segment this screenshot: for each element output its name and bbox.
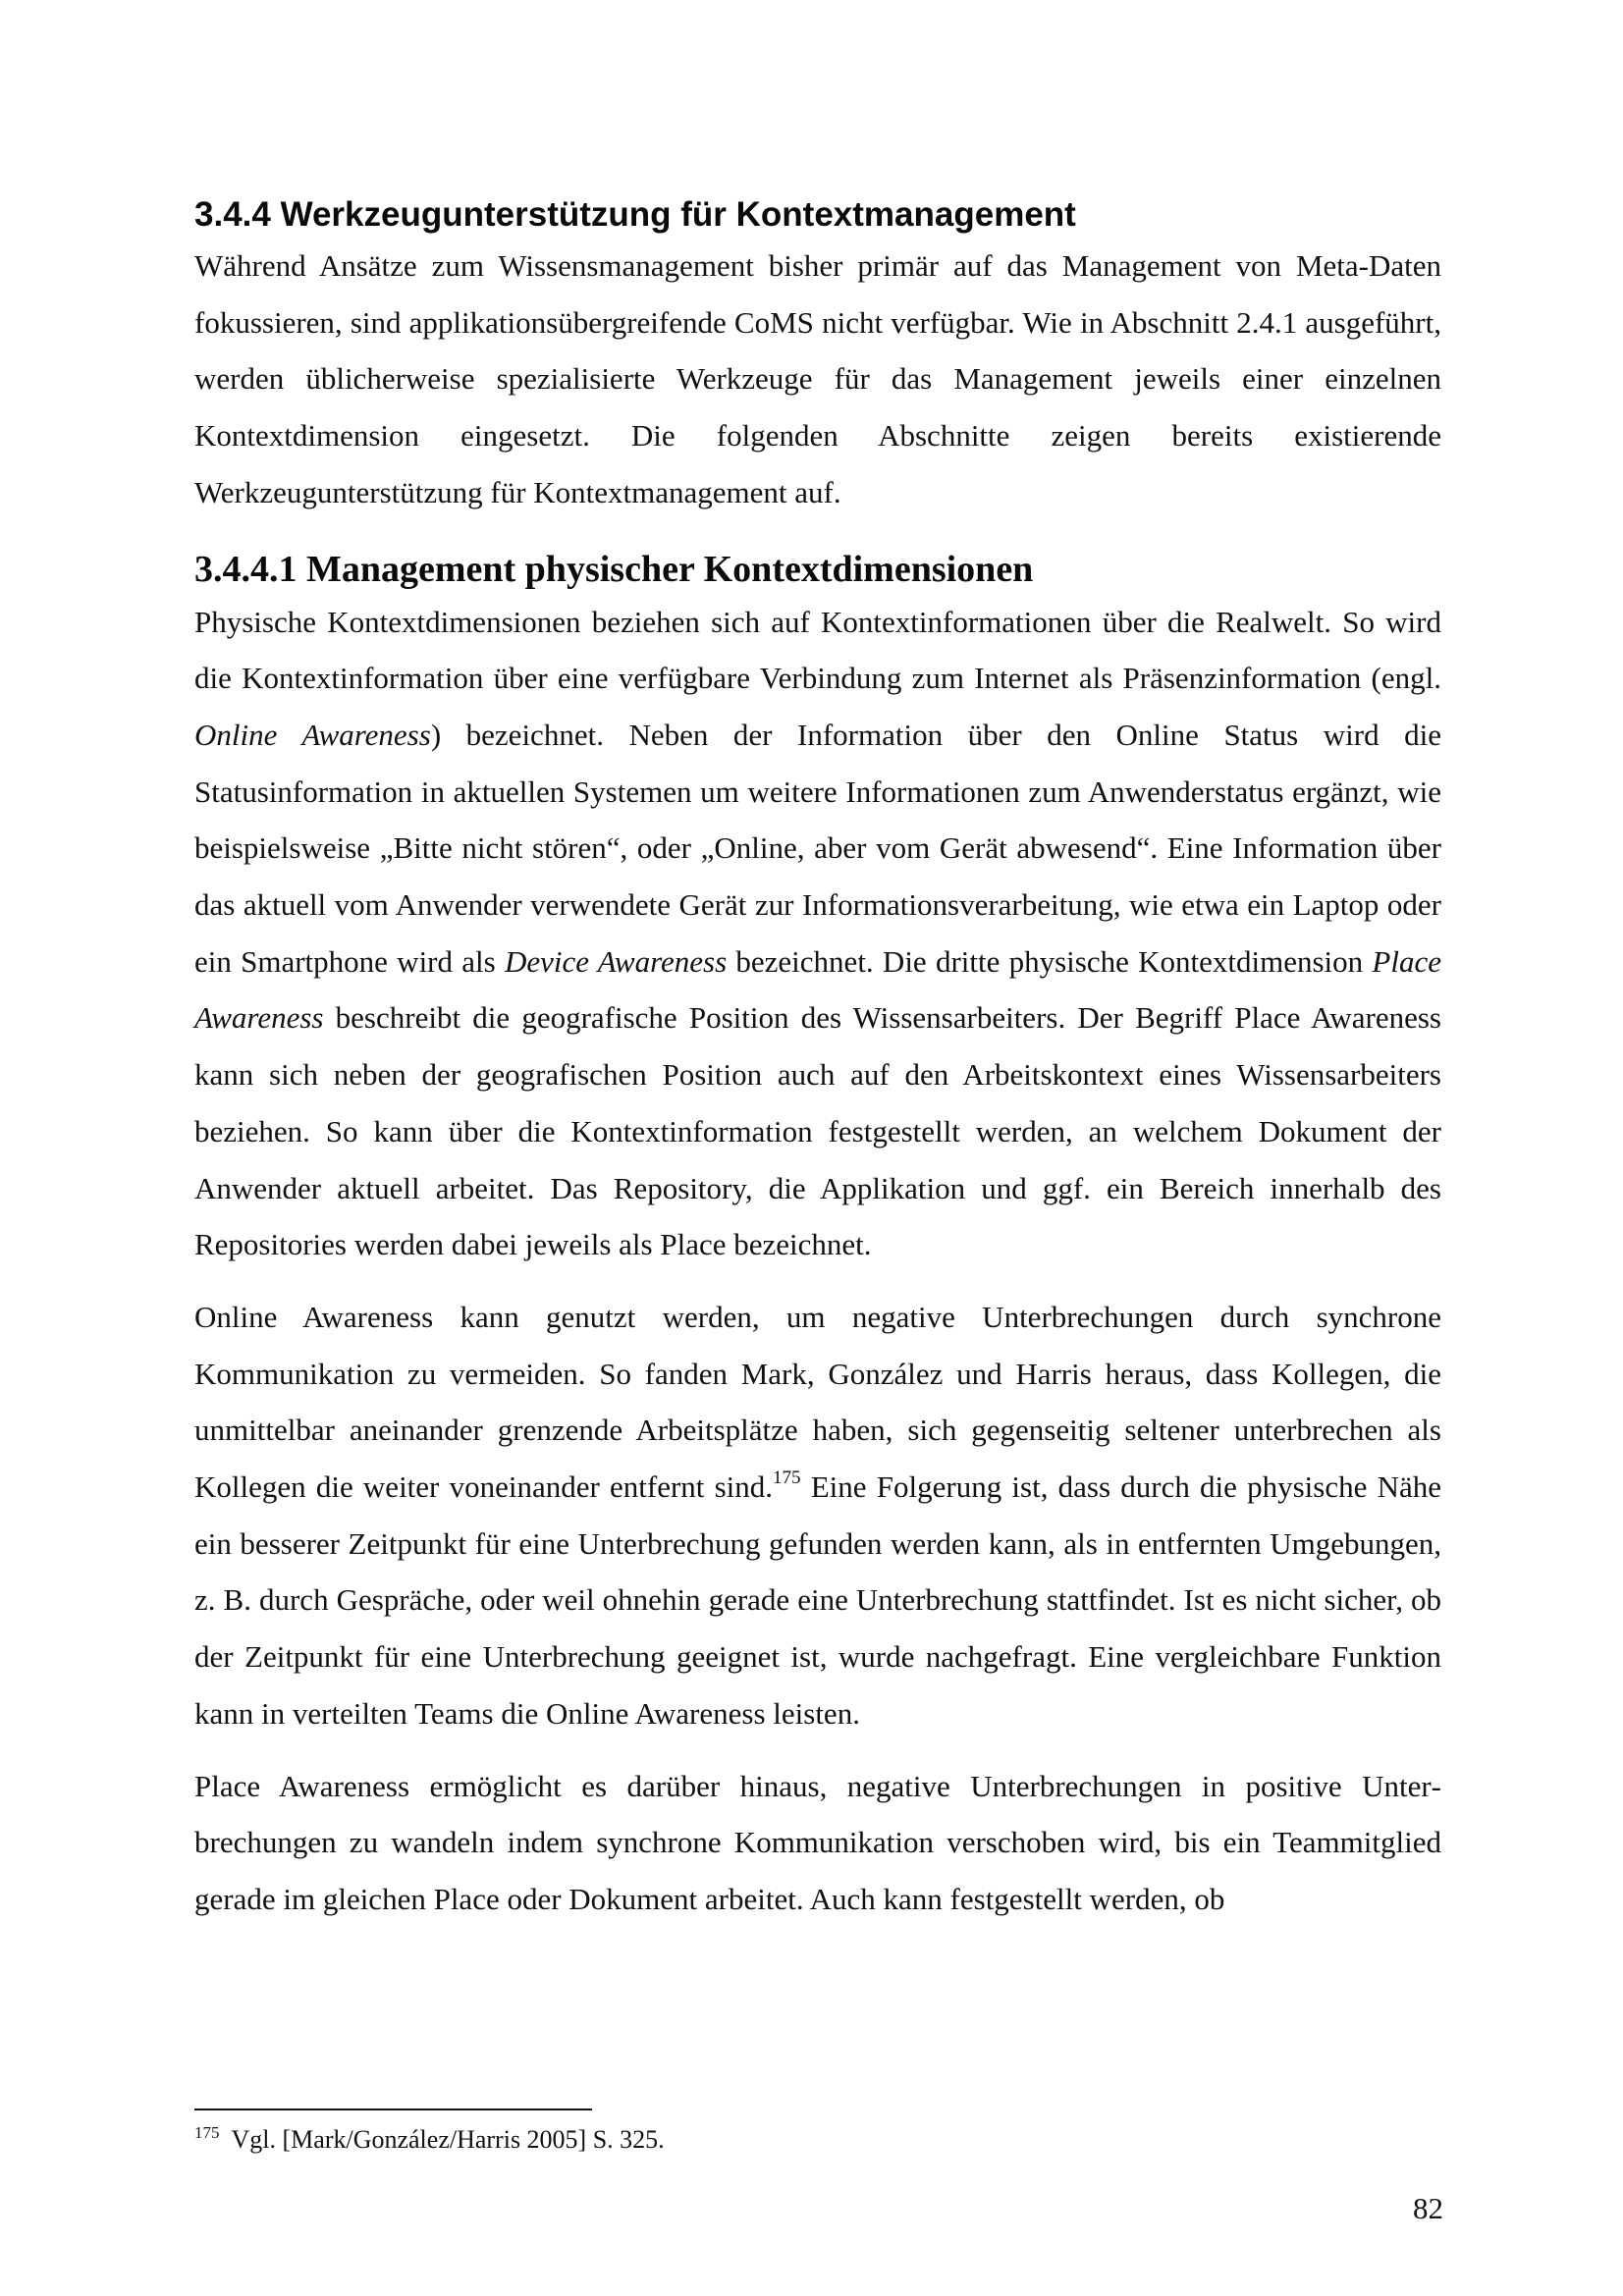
section-intro-paragraph: Während Ansätze zum Wissensmanagement bisher primär auf das Management von Meta-Daten fokussieren, sind applikationsübergreifende CoMS nicht verfügbar. Wie in Abschnitt 2.4.1 ausgeführt, werden üblicherweise spezialisierte Werkzeuge für das Management jeweils einer einzelnen Kontextdimension eingesetzt. Die folgenden Abschnitte zeigen bereits existierende Werkzeugunterstützung für Kontextmanagement auf.	[194, 248, 1441, 509]
term-online-awareness: Online Awareness	[194, 717, 431, 752]
subsection-heading: 3.4.4.1 Management physischer Kontextdimensionen	[194, 548, 1034, 590]
paragraph-text: Physische Kontextdimensionen beziehen sich auf Kontextinformationen über die Realwelt. So wird die Kontextinformation über eine verfügbare Verbindung zum Internet als Präsenzinformation (engl.	[194, 604, 1441, 696]
term-device-awareness: Device Awareness	[504, 943, 728, 979]
paragraph-text: Eine Folgerung ist, dass durch die physische Nähe ein besserer Zeitpunkt für eine Unterbrechung gefunden werden kann, als in entfernten Umgebungen, z. B. durch Gespräche, oder weil ohnehin gerade eine Unterbrechung stattfindet. Ist es nicht sicher, ob der Zeitpunkt für eine Unterbrechung geeignet ist, wurde nachgefragt. Eine vergleichbare Funktion kann in verteilten Teams die Online Awareness leisten.	[194, 1469, 1441, 1731]
footnote-separator	[194, 2109, 592, 2110]
section-heading: 3.4.4 Werkzeugunterstützung für Kontextmanagement	[194, 195, 1076, 234]
footnote-number: 175	[194, 2123, 220, 2142]
paragraph-text: beschreibt die geografische Position des Wissensarbeiters. Der Begriff Place Awareness kann sich neben der geografischen Position auch auf den Arbeitskontext eines Wissensarbeiters beziehen. So kann über die Kontextinformation festgestellt werden, an welchem Dokument der Anwender aktuell arbeitet. Das Repository, die Applikation und ggf. ein Bereich innerhalb des Repositories werden dabei jeweils als Place bezeichnet.	[194, 1000, 1441, 1262]
page-content	[194, 192, 1441, 1928]
paragraph-text: bezeichnet. Die dritte physische Kontextdimension	[727, 943, 1373, 979]
term-place-awareness: Place Awareness	[194, 943, 1441, 1036]
footnote-text: Vgl. [Mark/González/Harris 2005] S. 325.	[231, 2125, 665, 2154]
paragraph-physical-context	[194, 594, 1441, 1273]
footnote	[194, 2122, 1176, 2158]
page-number: 82	[1413, 2191, 1443, 2225]
footnote-reference[interactable]: 175	[773, 1468, 801, 1489]
paragraph-text: ) bezeichnet. Neben der Information über den Online Status wird die Statusinformation in aktuellen Systemen um weitere Informationen zum Anwenderstatus ergänzt, wie beispielsweise „Bitte nicht stören“, oder „Online, aber vom Gerät abwesend“. Eine Information über das aktuell vom Anwender verwendete Gerät zur Informationsverarbeitung, wie etwa ein Laptop oder ein Smartphone wird als	[194, 717, 1441, 979]
paragraph-online-awareness	[194, 1289, 1441, 1742]
paragraph-text: Online Awareness kann genutzt werden, um negative Unterbrechungen durch synchrone Kommunikation zu vermeiden. So fanden Mark, González und Harris heraus, dass Kollegen, die unmittelbar aneinander grenzende Arbeitsplätze haben, sich gegenseitig seltener unterbrechen als Kollegen die weiter voneinander entfernt sind.	[194, 1299, 1441, 1505]
paragraph-place-awareness: Place Awareness ermöglicht es darüber hinaus, negative Unterbrechungen in positive Unterbrechungen zu wandeln indem synchrone Kommunikation verschoben wird, bis ein Teammitglied gerade im gleichen Place oder Dokument arbeitet. Auch kann festgestellt werden, ob	[194, 1768, 1441, 1916]
